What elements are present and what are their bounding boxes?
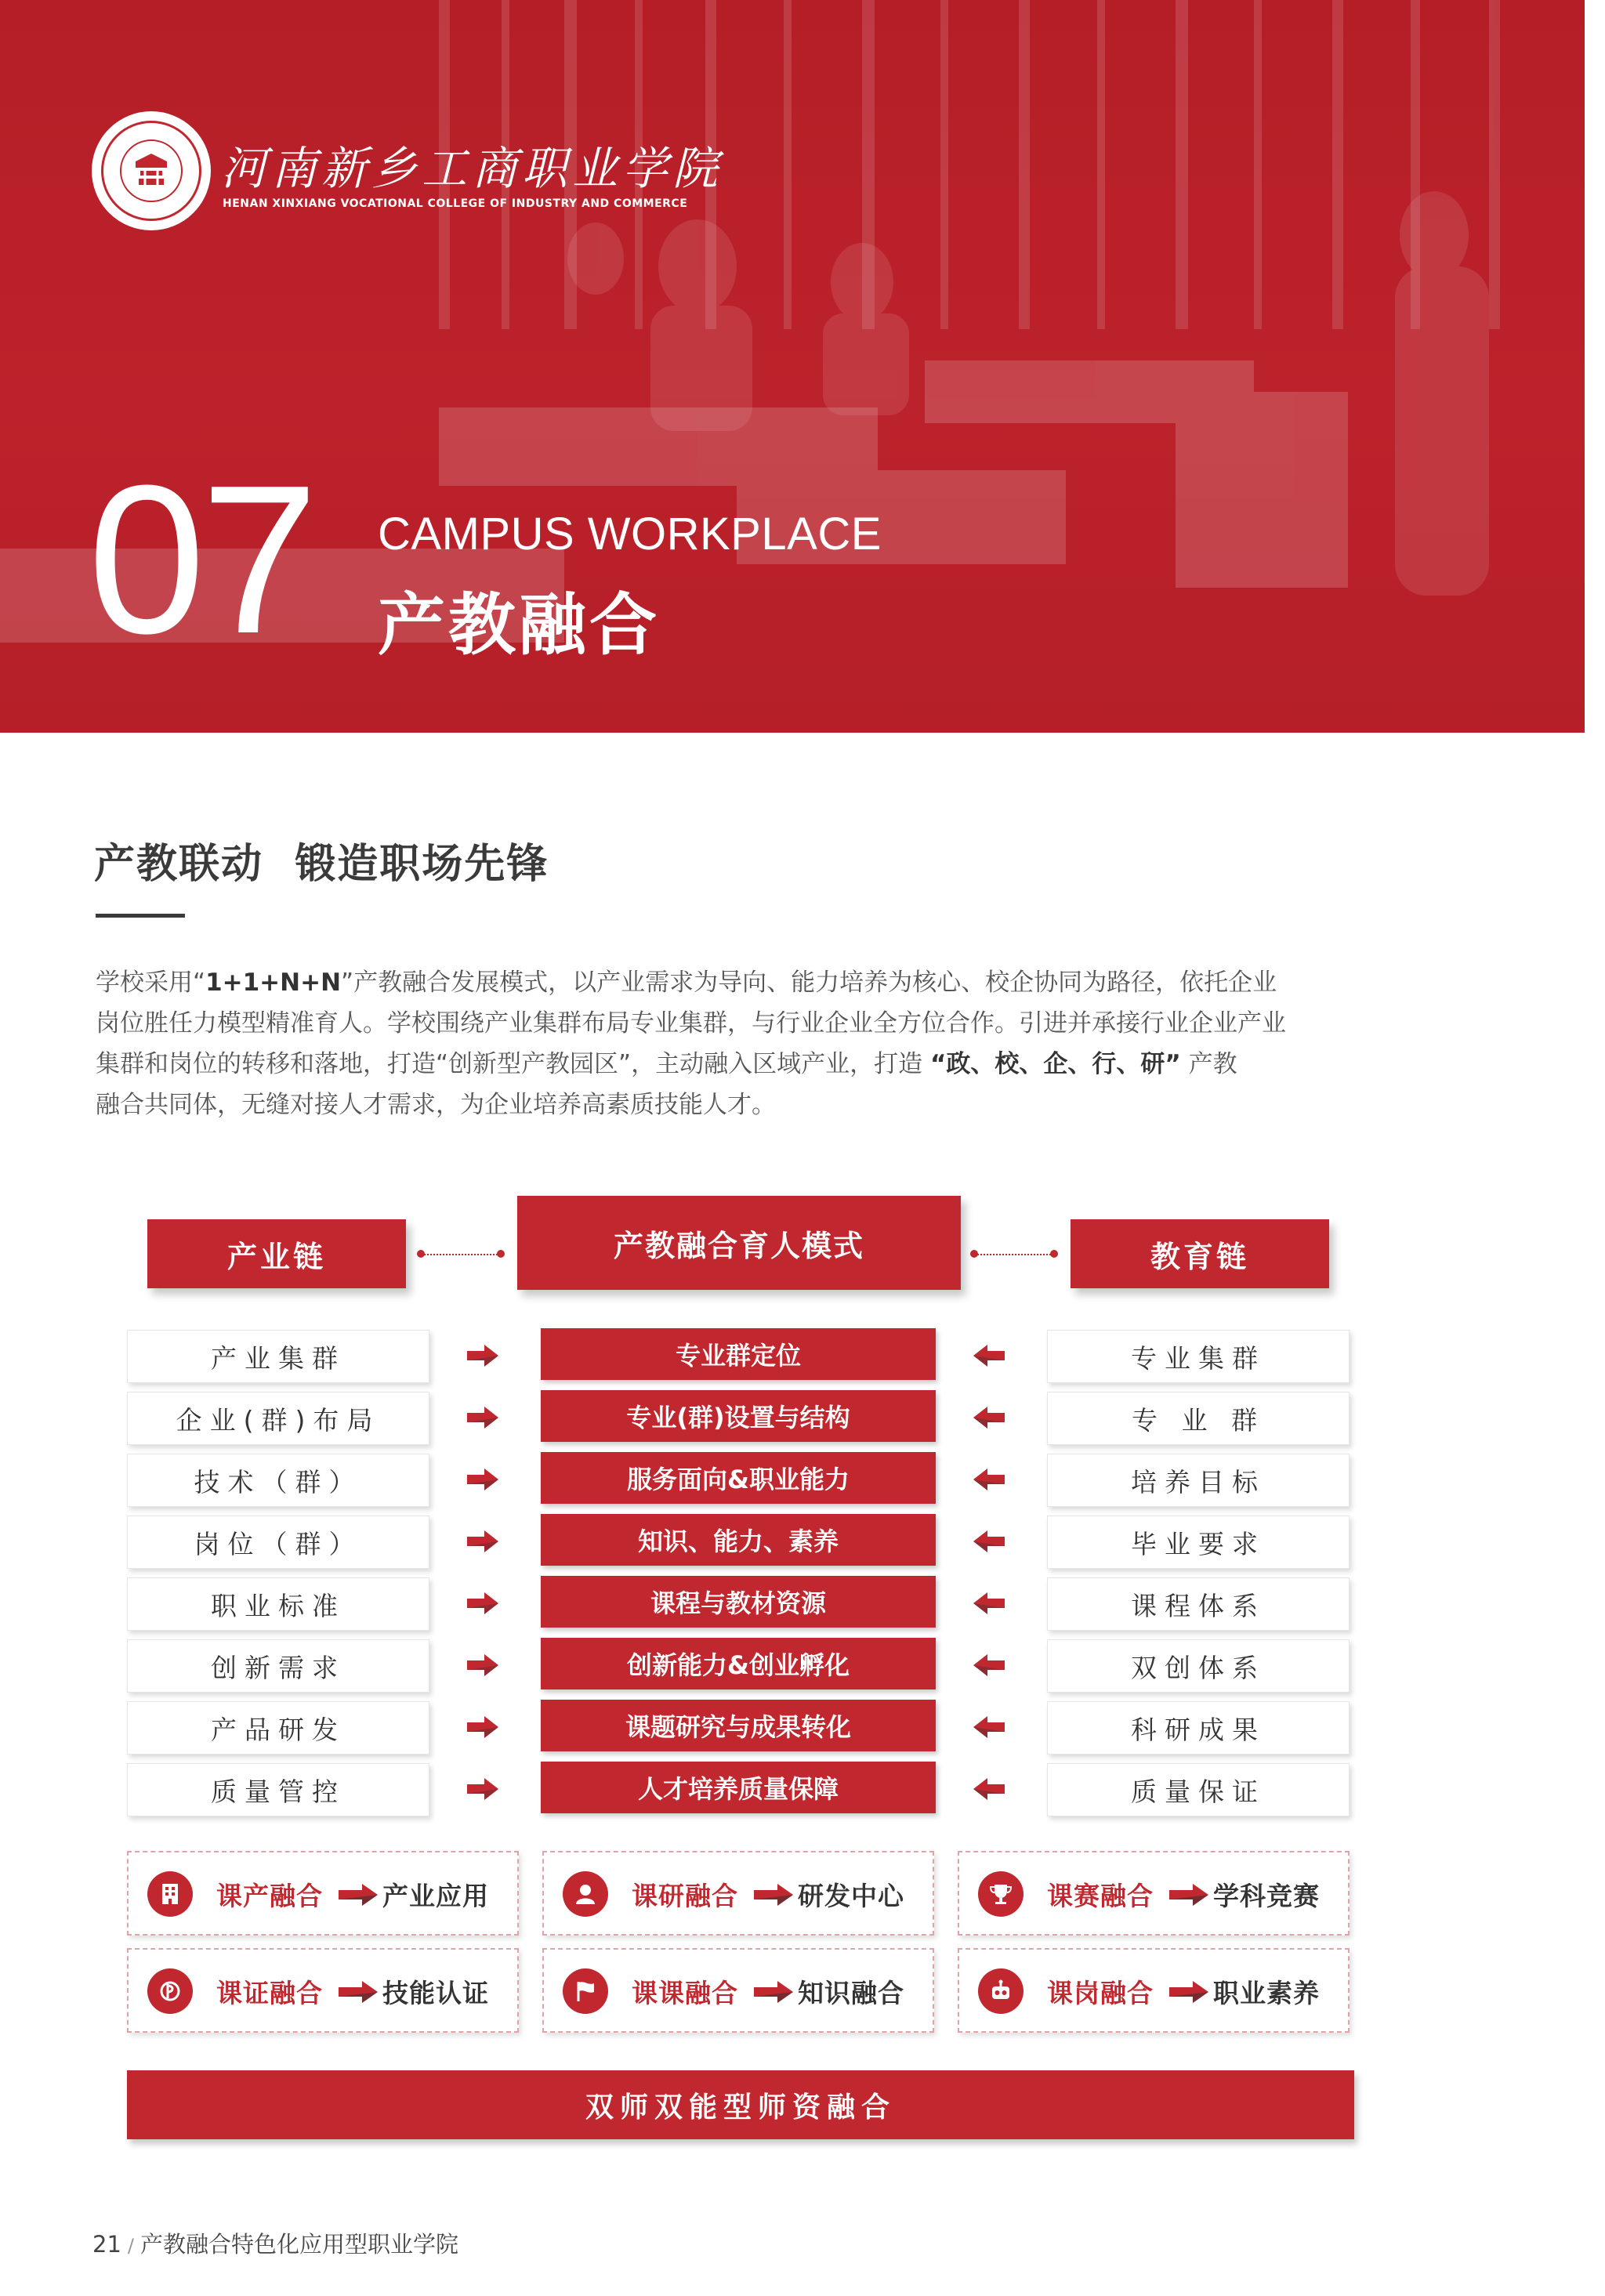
fusion-card-course-research (542, 1851, 934, 1936)
user-icon (563, 1871, 608, 1917)
education-chain-item: 专业集群 (1047, 1330, 1350, 1383)
industry-chain-item: 质量管控 (127, 1763, 429, 1816)
arrow-right-icon (467, 1468, 498, 1491)
arrow-right-icon (467, 1653, 498, 1677)
fusion-card-course-position (958, 1948, 1350, 2033)
dual-teacher-bar: 双师双能型师资融合 (127, 2070, 1354, 2139)
arrow-right-icon (1169, 1882, 1210, 1907)
intro-paragraph (96, 962, 1397, 1125)
fusion-label-a: 课课融合 (632, 1978, 738, 2008)
fusion-label-b: 研发中心 (798, 1881, 904, 1911)
fusion-label-a: 课证融合 (216, 1978, 323, 2008)
industry-chain-item: 职业标准 (127, 1577, 429, 1631)
fusion-card-course-industry (127, 1851, 519, 1936)
fusion-label-b: 学科竞赛 (1213, 1881, 1320, 1911)
fusion-label-a: 课赛融合 (1047, 1881, 1154, 1911)
arrow-right-icon (467, 1715, 498, 1739)
education-chain-item: 课程体系 (1047, 1577, 1350, 1631)
connector-right (975, 1254, 1053, 1255)
arrow-right-icon (467, 1777, 498, 1801)
arrow-left-icon (973, 1777, 1005, 1801)
page-footer (92, 2227, 458, 2259)
title-underline (96, 914, 185, 918)
education-model-header: 产教融合育人模式 (517, 1196, 961, 1290)
arrow-right-icon (339, 1979, 379, 2004)
education-chain-item: 毕业要求 (1047, 1516, 1350, 1569)
industry-chain-item: 技术（群） (127, 1454, 429, 1507)
education-model-item: 专业(群)设置与结构 (541, 1390, 936, 1442)
education-chain-item: 培养目标 (1047, 1454, 1350, 1507)
arrow-right-icon (754, 1979, 795, 2004)
industry-chain-item: 产业集群 (127, 1330, 429, 1383)
education-chain-header: 教育链 (1071, 1219, 1329, 1288)
fusion-card-course-competition (958, 1851, 1350, 1936)
industry-chain-header: 产业链 (147, 1219, 406, 1288)
arrow-right-icon (339, 1882, 379, 1907)
education-model-item: 服务面向&职业能力 (541, 1452, 936, 1504)
chapter-title-en: CAMPUS WORKPLACE (378, 509, 882, 560)
arrow-right-icon (467, 1530, 498, 1553)
education-model-item: 专业群定位 (541, 1328, 936, 1380)
chapter-number: 07 (88, 442, 314, 678)
fusion-label-b: 产业应用 (382, 1881, 489, 1911)
college-name-cn: 河南新乡工商职业学院 (221, 142, 723, 195)
arrow-right-icon (467, 1592, 498, 1615)
intro-line-4: 融合共同体，无缝对接人才需求，为企业培养高素质技能人才。 (96, 1091, 776, 1119)
arrow-left-icon (973, 1592, 1005, 1615)
arrow-left-icon (973, 1530, 1005, 1553)
fusion-label-b: 知识融合 (798, 1978, 904, 2008)
industry-chain-item: 岗位（群） (127, 1516, 429, 1569)
education-model-item: 课题研究与成果转化 (541, 1700, 936, 1751)
fusion-label-b: 技能认证 (382, 1978, 489, 2008)
arrow-left-icon (973, 1715, 1005, 1739)
seal-emblem-icon (131, 150, 172, 191)
connector-left (422, 1254, 500, 1255)
college-name-en: HENAN XINXIANG VOCATIONAL COLLEGE OF INDUSTRY AND COMMERCE (223, 197, 688, 210)
arrow-right-icon (467, 1344, 498, 1367)
intro-line-2: 岗位胜任力模型精准育人。学校围绕产业集群布局专业集群，与行业企业全方位合作。引进并承接行业企业产业 (96, 1009, 1286, 1038)
page-number: 21 (92, 2231, 121, 2258)
fusion-card-course-course (542, 1948, 934, 2033)
building-icon (147, 1871, 193, 1917)
arrow-right-icon (754, 1882, 795, 1907)
arrow-left-icon (973, 1344, 1005, 1367)
intro-line-3: 集群和岗位的转移和落地，打造“创新型产教园区”，主动融入区域产业，打造 “政、校、企、行、研” 产教 (96, 1050, 1237, 1078)
arrow-left-icon (973, 1406, 1005, 1429)
intro-line-1: 学校采用“1+1+N+N”产教融合发展模式，以产业需求为导向、能力培养为核心、校企协同为路径，依托企业 (96, 969, 1277, 997)
arrow-left-icon (973, 1468, 1005, 1491)
robot-icon (978, 1968, 1024, 2014)
education-model-item: 创新能力&创业孵化 (541, 1638, 936, 1689)
education-chain-item: 质量保证 (1047, 1763, 1350, 1816)
education-chain-item: 专 业 群 (1047, 1392, 1350, 1445)
section-title: 产教联动 锻造职场先锋 (94, 841, 549, 888)
education-model-item: 课程与教材资源 (541, 1576, 936, 1628)
industry-chain-item: 企业(群)布局 (127, 1392, 429, 1445)
education-chain-item: 科研成果 (1047, 1701, 1350, 1755)
footer-text: 产教融合特色化应用型职业学院 (140, 2231, 459, 2258)
footer-separator: / (127, 2235, 134, 2257)
fusion-label-b: 职业素养 (1213, 1978, 1320, 2008)
arrow-left-icon (973, 1653, 1005, 1677)
certificate-icon (147, 1968, 193, 2014)
industry-chain-item: 产品研发 (127, 1701, 429, 1755)
trophy-icon (978, 1871, 1024, 1917)
arrow-right-icon (1169, 1979, 1210, 2004)
education-model-item: 知识、能力、素养 (541, 1514, 936, 1566)
education-chain-item: 双创体系 (1047, 1639, 1350, 1693)
industry-chain-item: 创新需求 (127, 1639, 429, 1693)
flag-icon (563, 1968, 608, 2014)
education-model-item: 人才培养质量保障 (541, 1762, 936, 1813)
fusion-label-a: 课岗融合 (1047, 1978, 1154, 2008)
fusion-label-a: 课产融合 (216, 1881, 323, 1911)
fusion-card-course-certificate (127, 1948, 519, 2033)
fusion-label-a: 课研融合 (632, 1881, 738, 1911)
college-seal-logo (92, 111, 211, 230)
chapter-title-cn: 产教融合 (378, 586, 660, 665)
hero-banner (0, 0, 1585, 733)
arrow-right-icon (467, 1406, 498, 1429)
